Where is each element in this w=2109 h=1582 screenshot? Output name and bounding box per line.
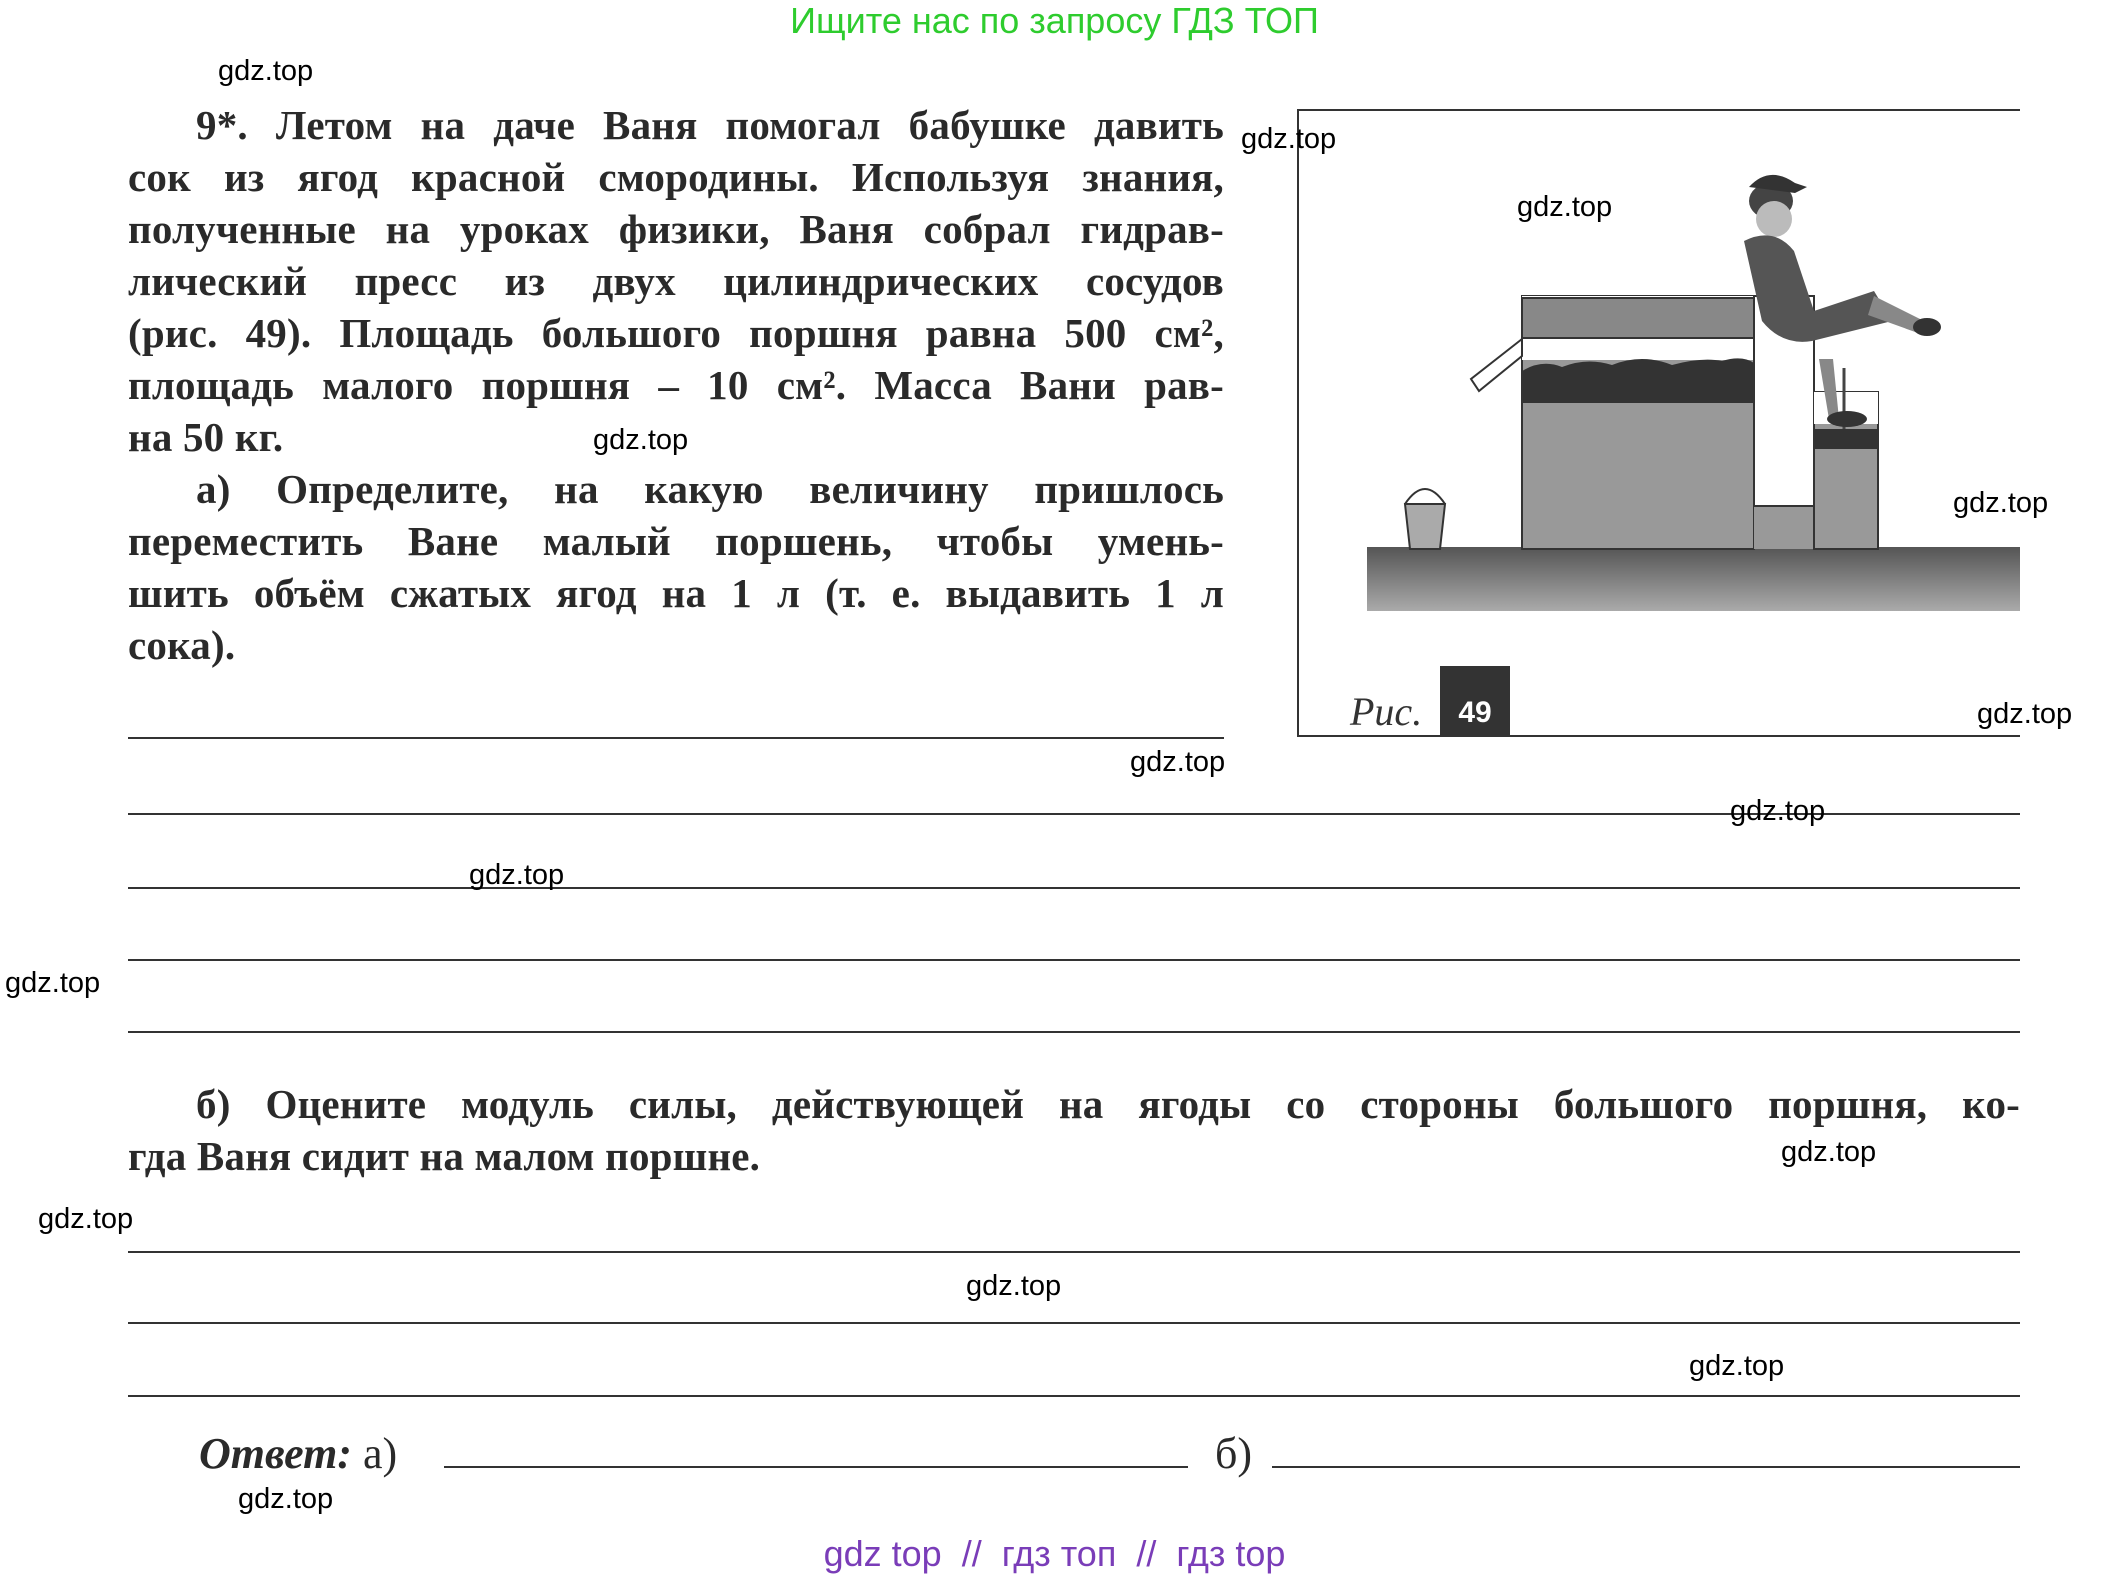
answer-line[interactable] bbox=[128, 1395, 2020, 1397]
watermark: gdz.top bbox=[238, 1483, 334, 1515]
answer-line[interactable] bbox=[128, 887, 2020, 889]
task-line-3: полученные на уроках физики, Ваня собрал гидрав- bbox=[128, 206, 1224, 252]
watermark: gdz.top bbox=[593, 424, 689, 456]
task-number: 9*. bbox=[196, 102, 248, 148]
part-b-line-1: б) Оцените модуль силы, действующей на ягоды со стороны большого поршня, ко- bbox=[196, 1081, 2020, 1127]
watermark: gdz.top bbox=[1241, 123, 1337, 155]
figure-caption: Рис. bbox=[1350, 689, 1423, 734]
part-b-line-2: гда Ваня сидит на малом поршне. bbox=[128, 1133, 761, 1179]
watermark: gdz.top bbox=[1689, 1350, 1785, 1382]
answer-a-field[interactable] bbox=[444, 1466, 1188, 1468]
part-a-line-4: сока). bbox=[128, 622, 236, 668]
answer-b-field[interactable] bbox=[1272, 1466, 2020, 1468]
task-line-5: (рис. 49). Площадь большого поршня равна 500 см², bbox=[128, 310, 1224, 356]
part-a-line-1: а) Определите, на какую величину пришлось bbox=[196, 466, 1224, 512]
watermark: gdz.top bbox=[38, 1203, 134, 1235]
task-line-2: сок из ягод красной смородины. Используя знания, bbox=[128, 154, 1224, 200]
task-text: Летом на даче Ваня помогал бабушке давить bbox=[275, 102, 1225, 148]
large-piston bbox=[1522, 298, 1754, 338]
answer-a-label: а) bbox=[362, 1429, 398, 1478]
figure-49-frame bbox=[1297, 109, 2020, 737]
watermark: gdz.top bbox=[1781, 1136, 1877, 1168]
answer-row bbox=[199, 1428, 397, 1479]
task-line-7: на 50 кг. bbox=[128, 414, 284, 460]
answer-line[interactable] bbox=[128, 1031, 2020, 1033]
hydraulic-press-illustration bbox=[1299, 111, 2020, 735]
watermark: gdz.top bbox=[1730, 795, 1826, 827]
answer-label: Ответ: bbox=[199, 1429, 352, 1478]
ground bbox=[1367, 547, 2020, 611]
juice-spout bbox=[1471, 339, 1522, 391]
small-piston bbox=[1814, 429, 1878, 449]
answer-line[interactable] bbox=[128, 959, 2020, 961]
task-line-6: площадь малого поршня – 10 см². Масса Вани рав- bbox=[128, 362, 1224, 408]
watermark: gdz.top bbox=[1953, 487, 2049, 519]
figure-number: 49 bbox=[1440, 666, 1510, 736]
watermark: gdz.top bbox=[966, 1270, 1062, 1302]
bucket-icon bbox=[1405, 489, 1445, 549]
answer-line[interactable] bbox=[128, 1322, 2020, 1324]
watermark: gdz.top bbox=[1517, 191, 1613, 223]
answer-b-label: б) bbox=[1215, 1429, 1253, 1478]
part-a-line-2: переместить Ване малый поршень, чтобы умень- bbox=[128, 518, 1224, 564]
part-a-line-3: шить объём сжатых ягод на 1 л (т. е. выдавить 1 л bbox=[128, 570, 1224, 616]
watermark: gdz.top bbox=[469, 859, 565, 891]
answer-line[interactable] bbox=[128, 737, 1224, 739]
search-hint-banner: Ищите нас по запросу ГДЗ ТОП bbox=[790, 0, 1319, 41]
watermark: gdz.top bbox=[1130, 746, 1226, 778]
footer-watermark: gdz top // гдз топ // гдз top bbox=[823, 1533, 1286, 1574]
answer-line[interactable] bbox=[128, 1251, 2020, 1253]
watermark: gdz.top bbox=[1977, 698, 2073, 730]
task-line-1 bbox=[128, 99, 1224, 151]
watermark: gdz.top bbox=[218, 55, 314, 87]
watermark: gdz.top bbox=[5, 967, 101, 999]
task-line-4: лический пресс из двух цилиндрических сосудов bbox=[128, 258, 1224, 304]
connecting-pipe bbox=[1754, 506, 1816, 549]
